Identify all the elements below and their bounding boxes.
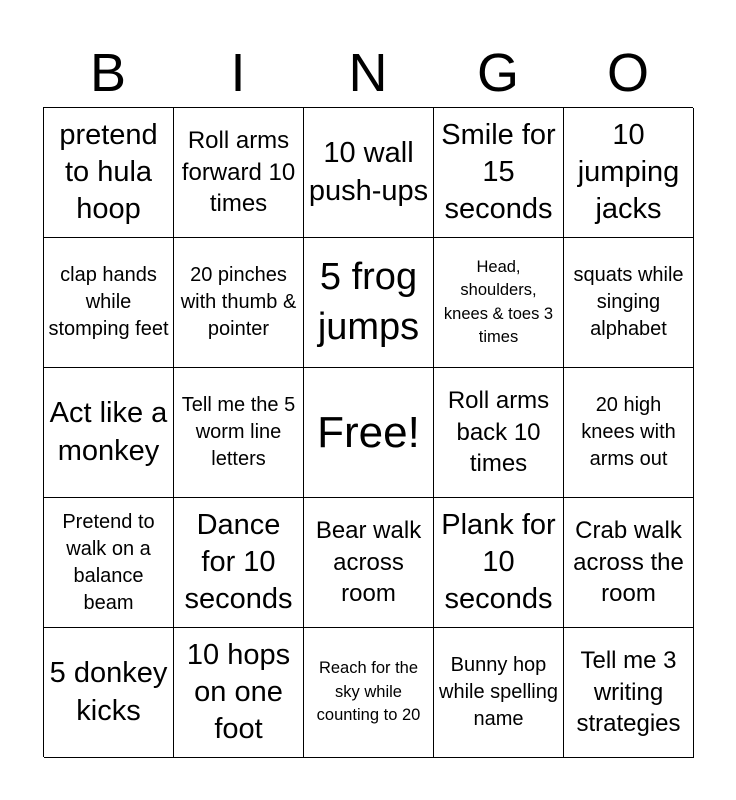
bingo-cell[interactable] — [44, 368, 174, 498]
bingo-cell[interactable] — [304, 108, 434, 238]
bingo-cell-text: Tell me 3 writing strategies — [576, 646, 681, 738]
bingo-cell[interactable] — [44, 628, 174, 758]
bingo-cell[interactable] — [434, 238, 564, 368]
bingo-cell[interactable] — [304, 628, 434, 758]
bingo-cell-text: Reach for the sky while counting to 20 — [316, 659, 421, 725]
bingo-cell[interactable] — [304, 238, 434, 368]
bingo-cell-text: Plank for 10 seconds — [441, 508, 556, 616]
bingo-cell[interactable] — [44, 238, 174, 368]
bingo-cell-text: Roll arms forward 10 times — [181, 126, 296, 218]
bingo-cell[interactable] — [304, 498, 434, 628]
bingo-cell[interactable] — [564, 628, 694, 758]
bingo-cell[interactable] — [174, 498, 304, 628]
bingo-cell[interactable] — [564, 108, 694, 238]
bingo-cell-text: Bunny hop while spelling name — [439, 654, 558, 730]
header-letter-i: I — [230, 43, 246, 103]
bingo-cell[interactable] — [434, 498, 564, 628]
bingo-cell-text: Dance for 10 seconds — [184, 508, 293, 616]
free-space-text: Free! — [317, 407, 420, 457]
bingo-cell[interactable] — [174, 628, 304, 758]
bingo-cell-text: Crab walk across the room — [573, 516, 684, 608]
bingo-cell-text: Bear walk across room — [315, 516, 422, 608]
bingo-cell-text: Act like a monkey — [49, 397, 168, 467]
bingo-cell-text: 20 high knees with arms out — [581, 394, 676, 470]
free-space[interactable] — [304, 368, 434, 498]
bingo-cell[interactable] — [564, 238, 694, 368]
header-letter-n: N — [348, 43, 388, 103]
header-letter-g: G — [476, 43, 519, 103]
bingo-cell-text: 20 pinches with thumb & pointer — [180, 264, 297, 340]
bingo-cell[interactable] — [44, 498, 174, 628]
bingo-cell-text: 5 frog jumps — [317, 256, 420, 348]
bingo-cell-text: 5 donkey kicks — [49, 657, 168, 727]
bingo-cell[interactable] — [174, 368, 304, 498]
bingo-cell[interactable] — [174, 108, 304, 238]
bingo-cell-text: 10 jumping jacks — [577, 118, 680, 226]
bingo-cell[interactable] — [434, 628, 564, 758]
bingo-cell-text: Smile for 15 seconds — [441, 118, 556, 226]
bingo-header — [43, 38, 693, 108]
bingo-cell-text: Head, shoulders, knees & toes 3 times — [443, 257, 554, 346]
bingo-cell[interactable] — [434, 368, 564, 498]
bingo-cell-text: Tell me the 5 worm line letters — [181, 394, 296, 470]
header-letter-b: B — [89, 43, 127, 103]
bingo-cell-text: Roll arms back 10 times — [447, 386, 550, 478]
bingo-cell-text: squats while singing alphabet — [573, 264, 684, 340]
bingo-cell-text: 10 hops on one foot — [186, 638, 291, 746]
bingo-cell[interactable] — [564, 498, 694, 628]
header-letter-o: O — [606, 43, 649, 103]
bingo-cell-text: 10 wall push-ups — [308, 137, 429, 207]
bingo-grid — [43, 107, 693, 757]
bingo-cell[interactable] — [434, 108, 564, 238]
bingo-cell-text: clap hands while stomping feet — [48, 264, 169, 340]
bingo-cell[interactable] — [174, 238, 304, 368]
bingo-cell-text: Pretend to walk on a balance beam — [62, 510, 155, 614]
bingo-cell-text: pretend to hula hoop — [59, 118, 158, 226]
bingo-cell[interactable] — [44, 108, 174, 238]
bingo-cell[interactable] — [564, 368, 694, 498]
